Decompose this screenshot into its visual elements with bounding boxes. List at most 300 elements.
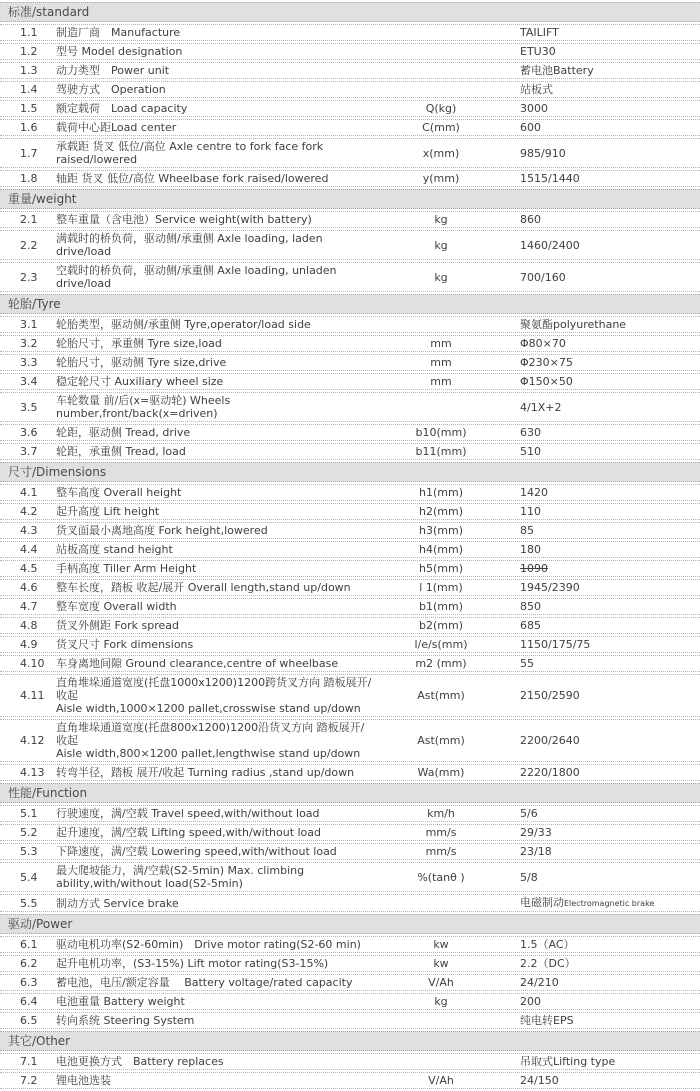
spec-row-7.2 bbox=[0, 1072, 700, 1089]
row-label bbox=[56, 864, 376, 890]
row-value-text: 23/18 bbox=[520, 845, 552, 858]
row-value-text: 180 bbox=[520, 543, 541, 556]
row-value bbox=[506, 638, 700, 651]
row-value bbox=[506, 45, 700, 58]
row-value-text: 站板式 bbox=[520, 83, 553, 96]
row-number: 3.1 bbox=[20, 318, 38, 331]
row-value-text: 1945/2390 bbox=[520, 581, 580, 594]
row-value-text: 2.2（DC） bbox=[520, 957, 576, 970]
row-label bbox=[56, 102, 376, 115]
spec-row-1.5 bbox=[0, 100, 700, 117]
spec-row-6.2 bbox=[0, 955, 700, 972]
row-number: 4.3 bbox=[20, 524, 38, 537]
row-value bbox=[506, 486, 700, 499]
row-label-line1: 整车宽度 Overall width bbox=[56, 600, 177, 613]
row-unit: kg bbox=[434, 995, 448, 1008]
spec-row-4.8 bbox=[0, 617, 700, 634]
row-label-line1: 转弯半径，踏板 展开/收起 Turning radius ,stand up/down bbox=[56, 766, 355, 779]
row-label-line2: Aisle width,1000×1200 pallet,crosswise stand up/down bbox=[56, 702, 361, 715]
spec-row-5.4 bbox=[0, 862, 700, 892]
row-label-line1: 载荷中心距Load center bbox=[56, 121, 177, 134]
row-number: 2.3 bbox=[20, 270, 38, 284]
section-header-standard bbox=[0, 2, 700, 22]
row-label bbox=[56, 172, 376, 185]
row-number: 4.13 bbox=[20, 766, 45, 779]
spec-row-4.7 bbox=[0, 598, 700, 615]
row-value bbox=[506, 562, 700, 575]
row-value-text: 850 bbox=[520, 600, 541, 613]
row-value bbox=[506, 543, 700, 556]
row-unit: mm bbox=[430, 356, 452, 369]
row-label-line1: 起升速度，满/空载 Lifting speed,with/without load bbox=[56, 826, 322, 839]
row-value bbox=[506, 83, 700, 96]
row-number: 4.10 bbox=[20, 657, 45, 670]
row-value-text: 685 bbox=[520, 619, 541, 632]
row-value-text: 985/910 bbox=[520, 146, 566, 160]
row-value bbox=[506, 375, 700, 388]
row-label-line1: 整车重量（含电池）Service weight(with battery) bbox=[56, 213, 312, 226]
row-label-line1: 行驶速度，满/空载 Travel speed,with/without load bbox=[56, 807, 320, 820]
row-number: 1.4 bbox=[20, 83, 38, 96]
row-value bbox=[506, 995, 700, 1008]
row-label bbox=[56, 64, 376, 77]
spec-row-4.11 bbox=[0, 674, 700, 717]
row-label-line1: 货叉外侧距 Fork spread bbox=[56, 619, 180, 632]
row-label bbox=[56, 318, 376, 331]
row-unit: l/e/s(mm) bbox=[414, 638, 468, 651]
row-label-line1: 电池更换方式 Battery replaces bbox=[56, 1055, 224, 1068]
row-label-line1: 直角堆垛通道宽度(托盘800x1200)1200沿货叉方向 踏板展开/收起 bbox=[56, 721, 365, 747]
row-number: 3.7 bbox=[20, 445, 38, 458]
spec-row-2.2 bbox=[0, 230, 700, 260]
row-number: 4.5 bbox=[20, 562, 38, 575]
row-label-line1: 轮胎尺寸，驱动侧 Tyre size,drive bbox=[56, 356, 227, 369]
spec-row-3.5 bbox=[0, 392, 700, 422]
row-number: 3.4 bbox=[20, 375, 38, 388]
row-number: 1.1 bbox=[20, 26, 38, 39]
spec-row-4.12 bbox=[0, 719, 700, 762]
row-value bbox=[506, 147, 700, 160]
row-label-line1: 轴距 货叉 低位/高位 Wheelbase fork raised/lowered bbox=[56, 172, 329, 185]
section-title: 性能/Function bbox=[8, 786, 88, 800]
row-number: 6.3 bbox=[20, 976, 38, 989]
section-header-weight bbox=[0, 189, 700, 209]
row-label-line1: 承载距 货叉 低位/高位 Axle centre to fork face fork raised/lowered bbox=[56, 140, 324, 166]
row-value-text: 860 bbox=[520, 213, 541, 226]
spec-row-3.6 bbox=[0, 424, 700, 441]
row-number: 4.2 bbox=[20, 505, 38, 518]
row-label-line1: 手柄高度 Tiller Arm Height bbox=[56, 562, 197, 575]
section-header-other bbox=[0, 1031, 700, 1051]
row-label-line1: 空载时的桥负荷，驱动侧/承重侧 Axle loading, unladen drive/load bbox=[56, 264, 337, 290]
row-value-text: 2200/2640 bbox=[520, 734, 580, 747]
row-unit: b10(mm) bbox=[415, 426, 467, 439]
row-label bbox=[56, 375, 376, 388]
row-number: 6.1 bbox=[20, 938, 38, 951]
row-label bbox=[56, 140, 376, 166]
row-value bbox=[506, 938, 700, 951]
row-value bbox=[506, 734, 700, 747]
row-label bbox=[56, 394, 376, 420]
row-value bbox=[506, 102, 700, 115]
row-unit: V/Ah bbox=[428, 976, 454, 989]
row-number: 3.3 bbox=[20, 356, 38, 369]
spec-row-1.2 bbox=[0, 43, 700, 60]
row-number: 3.5 bbox=[20, 400, 38, 414]
row-label-line1: 额定载荷 Load capacity bbox=[56, 102, 188, 115]
section-title: 标准/standard bbox=[8, 5, 90, 19]
row-unit: V/Ah bbox=[428, 1074, 454, 1087]
row-value bbox=[506, 271, 700, 284]
row-label bbox=[56, 619, 376, 632]
row-unit: h4(mm) bbox=[419, 543, 463, 556]
row-value-text: 吊取式Lifting type bbox=[520, 1055, 616, 1068]
row-unit: mm/s bbox=[425, 826, 457, 839]
row-value-text: 4/1X+2 bbox=[520, 400, 562, 414]
row-unit: m2 (mm) bbox=[415, 657, 467, 670]
row-number: 6.5 bbox=[20, 1014, 38, 1027]
row-number: 4.9 bbox=[20, 638, 38, 651]
row-value bbox=[506, 356, 700, 369]
row-label bbox=[56, 676, 376, 715]
row-value-text: ETU30 bbox=[520, 45, 556, 58]
row-label bbox=[56, 1074, 376, 1087]
row-label bbox=[56, 845, 376, 858]
row-label-line1: 驾驶方式 Operation bbox=[56, 83, 166, 96]
row-value bbox=[506, 1074, 700, 1087]
row-label-line1: 锂电池选装 bbox=[56, 1074, 111, 1087]
row-unit: C(mm) bbox=[422, 121, 460, 134]
row-value bbox=[506, 766, 700, 779]
row-number: 3.6 bbox=[20, 426, 38, 439]
spec-row-1.6 bbox=[0, 119, 700, 136]
row-value bbox=[506, 239, 700, 252]
row-value-text: 聚氨酯polyurethane bbox=[520, 318, 627, 331]
row-value bbox=[506, 807, 700, 820]
row-label bbox=[56, 543, 376, 556]
row-value bbox=[506, 845, 700, 858]
row-value bbox=[506, 26, 700, 39]
section-header-tyre bbox=[0, 294, 700, 314]
row-value-text: 700/160 bbox=[520, 270, 566, 284]
row-label bbox=[56, 976, 376, 989]
spec-row-4.1 bbox=[0, 484, 700, 501]
row-unit: h3(mm) bbox=[419, 524, 463, 537]
spec-row-5.5 bbox=[0, 894, 700, 912]
row-unit: km/h bbox=[427, 807, 455, 820]
section-title: 重量/weight bbox=[8, 192, 77, 206]
spec-row-5.2 bbox=[0, 824, 700, 841]
row-unit: b1(mm) bbox=[419, 600, 463, 613]
row-value bbox=[506, 426, 700, 439]
spec-row-1.7 bbox=[0, 138, 700, 168]
spec-row-6.3 bbox=[0, 974, 700, 991]
row-unit: h2(mm) bbox=[419, 505, 463, 518]
row-number: 6.2 bbox=[20, 957, 38, 970]
spec-row-3.4 bbox=[0, 373, 700, 390]
row-value bbox=[506, 896, 700, 910]
row-number: 5.1 bbox=[20, 807, 38, 820]
spec-row-1.4 bbox=[0, 81, 700, 98]
row-label bbox=[56, 83, 376, 96]
row-value-text: 110 bbox=[520, 505, 541, 518]
row-value-text: 1.5（AC） bbox=[520, 938, 575, 951]
row-label-line1: 转向系统 Steering System bbox=[56, 1014, 195, 1027]
row-label bbox=[56, 213, 376, 226]
section-header-power bbox=[0, 914, 700, 934]
row-number: 5.2 bbox=[20, 826, 38, 839]
row-label bbox=[56, 232, 376, 258]
row-label-line1: 整车高度 Overall height bbox=[56, 486, 182, 499]
row-value bbox=[506, 1014, 700, 1027]
row-unit: kw bbox=[433, 957, 449, 970]
row-unit: kw bbox=[433, 938, 449, 951]
spec-row-4.9 bbox=[0, 636, 700, 653]
row-label-line1: 最大爬坡能力，满/空载(S2-5min) Max. climbing ability,with/without load(S2-5min) bbox=[56, 864, 305, 890]
row-value-text: 85 bbox=[520, 524, 534, 537]
row-label bbox=[56, 638, 376, 651]
row-label bbox=[56, 426, 376, 439]
row-value-small-text: Electromagnetic brake bbox=[564, 899, 655, 908]
row-unit: Wa(mm) bbox=[417, 766, 465, 779]
row-value bbox=[506, 600, 700, 613]
spec-row-3.3 bbox=[0, 354, 700, 371]
row-number: 1.8 bbox=[20, 172, 38, 185]
row-unit: Ast(mm) bbox=[417, 734, 465, 747]
row-number: 4.1 bbox=[20, 486, 38, 499]
section-title: 驱动/Power bbox=[8, 917, 73, 931]
row-label bbox=[56, 938, 376, 951]
row-number: 4.7 bbox=[20, 600, 38, 613]
spec-row-4.4 bbox=[0, 541, 700, 558]
row-value bbox=[506, 172, 700, 185]
row-value-text: 29/33 bbox=[520, 826, 552, 839]
row-number: 3.2 bbox=[20, 337, 38, 350]
row-unit: Q(kg) bbox=[425, 102, 457, 115]
row-value bbox=[506, 1055, 700, 1068]
section-title: 其它/Other bbox=[8, 1034, 71, 1048]
row-number: 1.2 bbox=[20, 45, 38, 58]
row-value bbox=[506, 581, 700, 594]
spec-row-5.1 bbox=[0, 805, 700, 822]
row-label bbox=[56, 356, 376, 369]
row-label-line1: 直角堆垛通道宽度(托盘1000x1200)1200跨货叉方向 踏板展开/收起 bbox=[56, 676, 372, 702]
row-number: 4.12 bbox=[20, 734, 45, 747]
row-number: 1.6 bbox=[20, 121, 38, 134]
row-label-line1: 满载时的桥负荷，驱动侧/承重侧 Axle loading, laden drive/load bbox=[56, 232, 323, 258]
row-unit: mm bbox=[430, 337, 452, 350]
row-label-line1: 车轮数量 前/后(x=驱动轮) Wheels number,front/back(x=driven) bbox=[56, 394, 231, 420]
row-label bbox=[56, 486, 376, 499]
row-value-text: 2220/1800 bbox=[520, 766, 580, 779]
row-label-line2: Aisle width,800×1200 pallet,lengthwise stand up/down bbox=[56, 747, 361, 760]
row-unit: y(mm) bbox=[422, 172, 460, 185]
row-number: 4.11 bbox=[20, 689, 45, 702]
row-value bbox=[506, 657, 700, 670]
row-label bbox=[56, 26, 376, 39]
row-value bbox=[506, 445, 700, 458]
row-unit: l 1(mm) bbox=[419, 581, 463, 594]
row-value-text: 2150/2590 bbox=[520, 689, 580, 702]
row-label bbox=[56, 505, 376, 518]
row-label bbox=[56, 562, 376, 575]
row-value-text: 24/210 bbox=[520, 976, 559, 989]
spec-row-2.1 bbox=[0, 211, 700, 228]
row-label bbox=[56, 957, 376, 970]
row-label-line1: 轮距，承重侧 Tread, load bbox=[56, 445, 186, 458]
row-value bbox=[506, 826, 700, 839]
section-header-dimensions bbox=[0, 462, 700, 482]
row-value-text: 1090 bbox=[520, 562, 548, 575]
spec-row-3.1 bbox=[0, 316, 700, 333]
row-number: 1.7 bbox=[20, 146, 38, 160]
spec-row-2.3 bbox=[0, 262, 700, 292]
section-title: 尺寸/Dimensions bbox=[8, 465, 107, 479]
row-unit: Ast(mm) bbox=[417, 689, 465, 702]
row-unit: kg bbox=[434, 213, 448, 226]
row-number: 1.5 bbox=[20, 102, 38, 115]
row-value-text: 5/8 bbox=[520, 870, 538, 884]
row-unit: mm/s bbox=[425, 845, 457, 858]
row-label-line1: 起升电机功率，(S3-15%) Lift motor rating(S3-15%) bbox=[56, 957, 329, 970]
row-label-line1: 型号 Model designation bbox=[56, 45, 183, 58]
spec-row-6.5 bbox=[0, 1012, 700, 1029]
row-unit: b2(mm) bbox=[419, 619, 463, 632]
row-number: 5.4 bbox=[20, 870, 38, 884]
row-label bbox=[56, 445, 376, 458]
row-number: 2.2 bbox=[20, 238, 38, 252]
row-value-text: 510 bbox=[520, 445, 541, 458]
row-value bbox=[506, 318, 700, 331]
spec-row-4.10 bbox=[0, 655, 700, 672]
row-label bbox=[56, 826, 376, 839]
row-label-line1: 稳定轮尺寸 Auxiliary wheel size bbox=[56, 375, 224, 388]
row-value bbox=[506, 524, 700, 537]
row-label bbox=[56, 1055, 376, 1068]
row-value-text: 3000 bbox=[520, 102, 548, 115]
spec-row-5.3 bbox=[0, 843, 700, 860]
spec-row-6.1 bbox=[0, 936, 700, 953]
row-number: 4.8 bbox=[20, 619, 38, 632]
row-unit: h5(mm) bbox=[419, 562, 463, 575]
row-number: 7.1 bbox=[20, 1055, 38, 1068]
spec-row-4.3 bbox=[0, 522, 700, 539]
row-value bbox=[506, 213, 700, 226]
row-value-text: Φ230×75 bbox=[520, 356, 573, 369]
row-label bbox=[56, 600, 376, 613]
spec-row-4.13 bbox=[0, 764, 700, 781]
row-unit: kg bbox=[434, 238, 448, 252]
row-value-text: 24/150 bbox=[520, 1074, 559, 1087]
spec-row-1.1 bbox=[0, 24, 700, 41]
row-value bbox=[506, 871, 700, 884]
row-value-text: Φ150×50 bbox=[520, 375, 573, 388]
spec-row-4.6 bbox=[0, 579, 700, 596]
row-number: 4.6 bbox=[20, 581, 38, 594]
row-value bbox=[506, 64, 700, 77]
row-label-line1: 驱动电机功率(S2-60min) Drive motor rating(S2-60 min) bbox=[56, 938, 361, 951]
row-label-line1: 起升高度 Lift height bbox=[56, 505, 160, 518]
spec-row-7.1 bbox=[0, 1053, 700, 1070]
row-label bbox=[56, 807, 376, 820]
row-label-line1: 轮胎类型，驱动侧/承重侧 Tyre,operator/load side bbox=[56, 318, 311, 331]
row-value-text: 纯电转EPS bbox=[520, 1014, 574, 1027]
row-value-text: TAILIFT bbox=[520, 26, 559, 39]
row-value bbox=[506, 337, 700, 350]
row-value-text: 蓄电池Battery bbox=[520, 64, 594, 77]
row-value-text: 55 bbox=[520, 657, 534, 670]
row-label bbox=[56, 1014, 376, 1027]
row-label bbox=[56, 581, 376, 594]
section-header-function bbox=[0, 783, 700, 803]
row-label bbox=[56, 766, 376, 779]
row-value bbox=[506, 976, 700, 989]
row-label bbox=[56, 121, 376, 134]
spec-row-6.4 bbox=[0, 993, 700, 1010]
row-unit: h1(mm) bbox=[419, 486, 463, 499]
section-title: 轮胎/Tyre bbox=[8, 297, 61, 311]
row-label-line1: 电池重量 Battery weight bbox=[56, 995, 185, 1008]
row-label bbox=[56, 524, 376, 537]
row-value-text: 1515/1440 bbox=[520, 172, 580, 185]
row-label bbox=[56, 45, 376, 58]
spec-row-1.8 bbox=[0, 170, 700, 187]
row-value-text: 1150/175/75 bbox=[520, 638, 591, 651]
row-value-text: 200 bbox=[520, 995, 541, 1008]
row-value-text: 630 bbox=[520, 426, 541, 439]
row-unit: %(tanθ ) bbox=[417, 870, 465, 884]
row-number: 7.2 bbox=[20, 1074, 38, 1087]
row-label-line1: 车身离地间隙 Ground clearance,centre of wheelbase bbox=[56, 657, 339, 670]
row-value bbox=[506, 505, 700, 518]
row-label bbox=[56, 721, 376, 760]
spec-row-3.7 bbox=[0, 443, 700, 460]
row-value bbox=[506, 121, 700, 134]
row-number: 5.3 bbox=[20, 845, 38, 858]
row-label-line1: 轮距，驱动侧 Tread, drive bbox=[56, 426, 191, 439]
row-label bbox=[56, 264, 376, 290]
row-value bbox=[506, 957, 700, 970]
row-label-line1: 制动方式 Service brake bbox=[56, 896, 179, 910]
row-unit: x(mm) bbox=[422, 146, 460, 160]
row-value-text: 1460/2400 bbox=[520, 238, 580, 252]
row-value-text: Φ80×70 bbox=[520, 337, 566, 350]
row-number: 1.3 bbox=[20, 64, 38, 77]
spec-row-3.2 bbox=[0, 335, 700, 352]
spec-row-4.5 bbox=[0, 560, 700, 577]
row-label-line1: 蓄电池，电压/额定容量 Battery voltage/rated capacity bbox=[56, 976, 353, 989]
row-label-line1: 站板高度 stand height bbox=[56, 543, 173, 556]
row-number: 5.5 bbox=[20, 896, 38, 910]
row-value bbox=[506, 689, 700, 702]
row-label-line1: 下降速度，满/空载 Lowering speed,with/without load bbox=[56, 845, 337, 858]
row-label bbox=[56, 897, 376, 910]
row-number: 2.1 bbox=[20, 213, 38, 226]
row-label bbox=[56, 995, 376, 1008]
row-unit: kg bbox=[434, 270, 448, 284]
row-label bbox=[56, 657, 376, 670]
spec-row-1.3 bbox=[0, 62, 700, 79]
row-value bbox=[506, 619, 700, 632]
row-label-line1: 轮胎尺寸，承重侧 Tyre size,load bbox=[56, 337, 222, 350]
row-value-text: 600 bbox=[520, 121, 541, 134]
row-value-text: 电磁制动 bbox=[520, 896, 564, 909]
spec-row-4.2 bbox=[0, 503, 700, 520]
row-unit: b11(mm) bbox=[415, 445, 467, 458]
row-label bbox=[56, 337, 376, 350]
row-number: 4.4 bbox=[20, 543, 38, 556]
row-value-text: 1420 bbox=[520, 486, 548, 499]
